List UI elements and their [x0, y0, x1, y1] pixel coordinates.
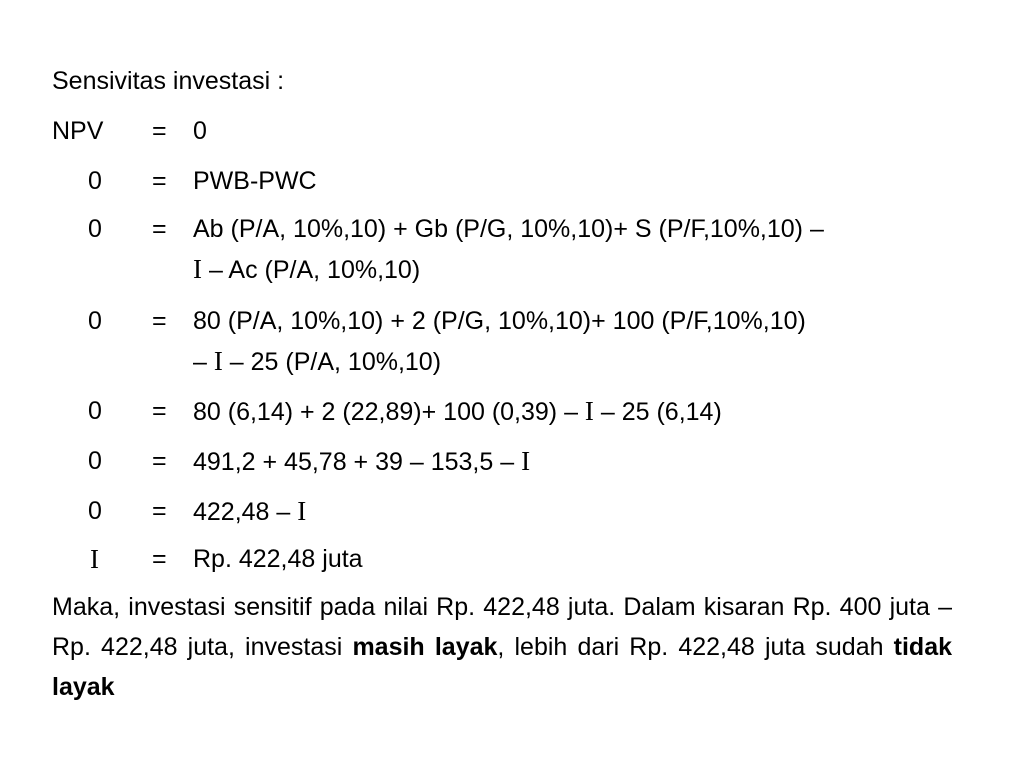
row-rhs-line1: 80 (P/A, 10%,10) + 2 (P/G, 10%,10)+ 100 (P/F,10%,10) — [193, 307, 806, 335]
investment-symbol: I — [213, 346, 223, 376]
row-rhs: Rp. 422,48 juta — [193, 545, 363, 573]
heading: Sensivitas investasi : — [52, 67, 285, 95]
row-lhs: 0 — [88, 397, 102, 425]
equals-sign: = — [152, 307, 167, 335]
conclusion-emphasis-not-feasible: tidak layak — [52, 633, 953, 701]
equals-sign: = — [152, 397, 167, 425]
row-rhs: 491,2 + 45,78 + 39 – 153,5 – I — [193, 446, 531, 476]
conclusion-paragraph: Maka, investasi sensitif pada nilai Rp. 422,48 juta. Dalam kisaran Rp. 400 juta – Rp. 422,48 juta, investasi masih layak, lebih dari Rp. 422,48 juta sudah tidak layak — [52, 593, 953, 701]
equation-row-formula — [0, 214, 1024, 284]
investment-symbol: I — [90, 544, 99, 574]
equals-sign: = — [152, 497, 167, 525]
row-lhs: 0 — [88, 215, 102, 243]
row-lhs: NPV — [52, 117, 104, 145]
row-lhs: 0 — [88, 307, 102, 335]
row-lhs: 0 — [88, 447, 102, 475]
investment-symbol: I — [193, 254, 202, 284]
investment-symbol: I — [584, 396, 594, 426]
row-rhs: PWB-PWC — [193, 167, 317, 195]
row-lhs: 0 — [88, 167, 102, 195]
row-rhs: 422,48 – I — [193, 496, 307, 526]
row-rhs-line1: Ab (P/A, 10%,10) + Gb (P/G, 10%,10)+ S (P/F,10%,10) – — [193, 215, 824, 243]
equals-sign: = — [152, 117, 167, 145]
investment-symbol: I — [297, 496, 307, 526]
equals-sign: = — [152, 167, 167, 195]
equals-sign: = — [152, 215, 167, 243]
investment-symbol: I — [521, 446, 531, 476]
row-rhs-line2: – I – 25 (P/A, 10%,10) — [193, 346, 442, 376]
equation-row-substitution — [0, 306, 1024, 376]
conclusion-emphasis-feasible: masih layak — [352, 633, 498, 661]
equals-sign: = — [152, 447, 167, 475]
row-rhs-line2: I – Ac (P/A, 10%,10) — [193, 254, 421, 284]
row-lhs: 0 — [88, 497, 102, 525]
row-rhs: 0 — [193, 117, 207, 145]
row-rhs: 80 (6,14) + 2 (22,89)+ 100 (0,39) – I – 25 (6,14) — [193, 396, 722, 426]
equals-sign: = — [152, 545, 167, 573]
